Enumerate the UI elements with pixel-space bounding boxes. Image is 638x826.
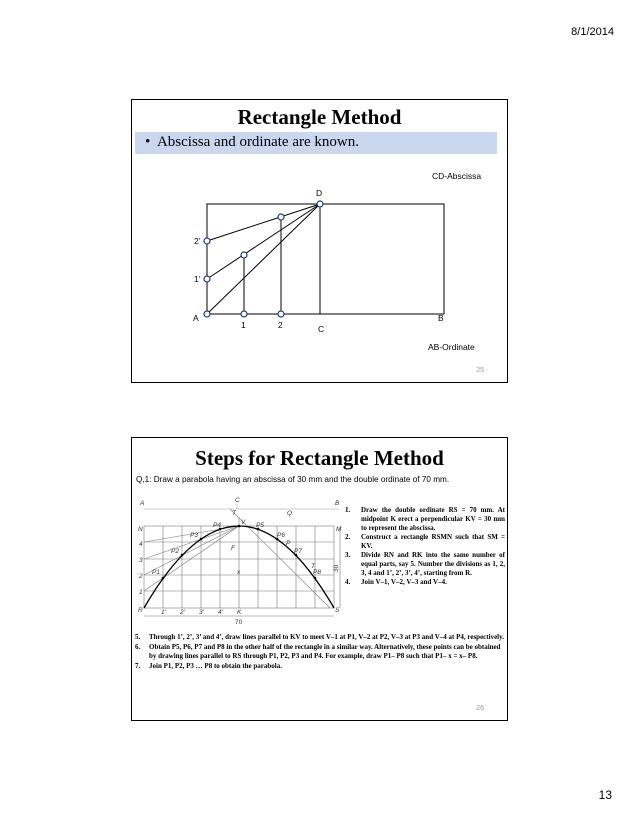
step-text: Divide RN and RK into the same number of equal parts, say 5. Number the divisions as 1, 2, 3, 4 and 1’, 2’, 3’, 4’, starting from R.	[361, 551, 505, 577]
step-item	[135, 643, 505, 662]
fig-label-p: P	[286, 540, 291, 547]
fig-label-p4: P4	[213, 522, 221, 529]
label-a: A	[193, 313, 199, 323]
point-p2	[181, 554, 184, 557]
steps-list-bottom	[135, 633, 505, 671]
point-1	[241, 311, 247, 317]
bullet-symbol: •	[145, 134, 151, 150]
outer-rectangle	[207, 204, 444, 314]
label-2: 2	[278, 320, 283, 330]
slide-number: 25	[476, 367, 484, 374]
point-p1	[241, 252, 247, 258]
fig-label-k: K	[237, 609, 242, 616]
step-item	[345, 551, 505, 578]
step-text: Obtain P5, P6, P7 and P8 in the other half of the rectangle in a similar way. Alternatively, these points can be obtained by drawing lines parallel to RS through P1, P2, P3 and P4. For example, draw P1– P8 such that P1– x = x– P8.	[149, 642, 501, 660]
label-2prime: 2’	[194, 236, 201, 246]
label-b: B	[438, 313, 444, 323]
point-p1	[162, 577, 165, 580]
slide-title: Rectangle Method	[237, 105, 402, 129]
step-item	[345, 578, 505, 587]
parabola-construction-figure	[134, 492, 344, 632]
fig-label-m: M	[336, 526, 342, 533]
point-p3	[200, 538, 203, 541]
line-v-3	[144, 526, 239, 559]
fig-label-1: 1	[139, 589, 143, 596]
slide-rectangle-method	[131, 99, 508, 383]
fig-label-30: 30	[333, 564, 340, 572]
step-text: Construct a rectangle RSMN such that SM = KV.	[361, 533, 505, 550]
fig-label-q: Q	[287, 510, 293, 517]
page-number: 13	[598, 788, 612, 802]
line-a-d	[207, 204, 320, 314]
fig-label-p8: P8	[313, 569, 321, 576]
fig-label-4prime: 4'	[218, 609, 223, 616]
step-item	[345, 533, 505, 551]
fig-label-p2: P2	[171, 548, 179, 555]
step-item	[135, 633, 505, 643]
point-a	[204, 311, 210, 317]
fig-label-1prime: 1'	[161, 609, 166, 616]
bullet-text: Abscissa and ordinate are known.	[156, 134, 359, 150]
fig-label-t-right: T	[311, 563, 315, 570]
fig-label-2: 2	[139, 573, 143, 580]
fig-label-p7: P7	[294, 548, 302, 555]
fig-label-x: x	[237, 569, 241, 576]
slide-number: 26	[476, 705, 484, 712]
slide-title: Steps for Rectangle Method	[195, 446, 444, 470]
fig-label-p3: P3	[190, 532, 198, 539]
fig-label-a: A	[140, 500, 145, 507]
step-number: 4.	[345, 578, 351, 586]
point-v	[238, 525, 241, 528]
fig-label-2prime: 2'	[180, 609, 185, 616]
point-2	[278, 311, 284, 317]
step-number: 7.	[135, 661, 141, 670]
step-item	[345, 506, 505, 533]
fig-label-p6: P6	[277, 532, 285, 539]
label-ab-ordinate: AB-Ordinate	[428, 342, 475, 352]
fig-label-3: 3	[139, 557, 143, 564]
steps-list-right	[345, 506, 505, 587]
label-1: 1	[241, 320, 246, 330]
step-number: 3.	[345, 551, 351, 559]
fig-label-v: V	[241, 519, 246, 526]
step-number: 1.	[345, 506, 351, 514]
point-p2	[278, 214, 284, 220]
step-text: Draw the double ordinate RS = 70 mm. At midpoint K erect a perpendicular KV = 30 mm to represent the abscissa.	[361, 506, 505, 532]
point-1prime	[204, 276, 210, 282]
fig-label-s: S	[335, 607, 340, 614]
rectangle-method-diagram	[132, 100, 509, 384]
line-1prime-d	[207, 204, 320, 279]
label-c: C	[318, 324, 325, 334]
step-item	[135, 662, 505, 672]
label-cd-abscissa: CD-Abscissa	[432, 171, 482, 181]
step-text: Through 1’, 2’, 3’ and 4’, draw lines parallel to KV to meet V–1 at P1, V–2 at P2, V–3 at P3 and V–4 at P4, respectively.	[149, 633, 504, 641]
step-number: 6.	[135, 642, 141, 651]
step-number: 2.	[345, 533, 351, 541]
point-2prime	[204, 238, 210, 244]
step-text: Join P1, P2, P3 … P8 to obtain the parabola.	[149, 661, 283, 670]
fig-label-p5: P5	[256, 522, 264, 529]
header-date: 8/1/2014	[571, 26, 614, 38]
label-d: D	[316, 188, 323, 198]
line-2prime-d	[207, 204, 320, 241]
step-number: 5.	[135, 633, 141, 641]
fig-label-4: 4	[139, 541, 143, 548]
point-d	[317, 201, 323, 207]
fig-label-f: F	[231, 545, 235, 552]
fig-label-3prime: 3'	[199, 609, 204, 616]
fig-label-p1: P1	[152, 569, 160, 576]
slide-steps-rectangle-method	[131, 437, 508, 721]
fig-label-b: B	[335, 500, 340, 507]
fig-label-t-top: T	[232, 510, 236, 517]
label-1prime: 1’	[194, 274, 201, 284]
fig-label-c: C	[235, 497, 240, 504]
fig-label-r: R	[138, 607, 143, 614]
point-p8	[314, 577, 317, 580]
fig-label-n: N	[138, 526, 143, 533]
fig-label-70: 70	[235, 619, 243, 626]
step-text: Join V–1, V–2, V–3 and V–4.	[361, 578, 447, 586]
question-text: Q,1: Draw a parabola having an abscissa of 30 mm and the double ordinate of 70 mm.	[136, 475, 450, 484]
